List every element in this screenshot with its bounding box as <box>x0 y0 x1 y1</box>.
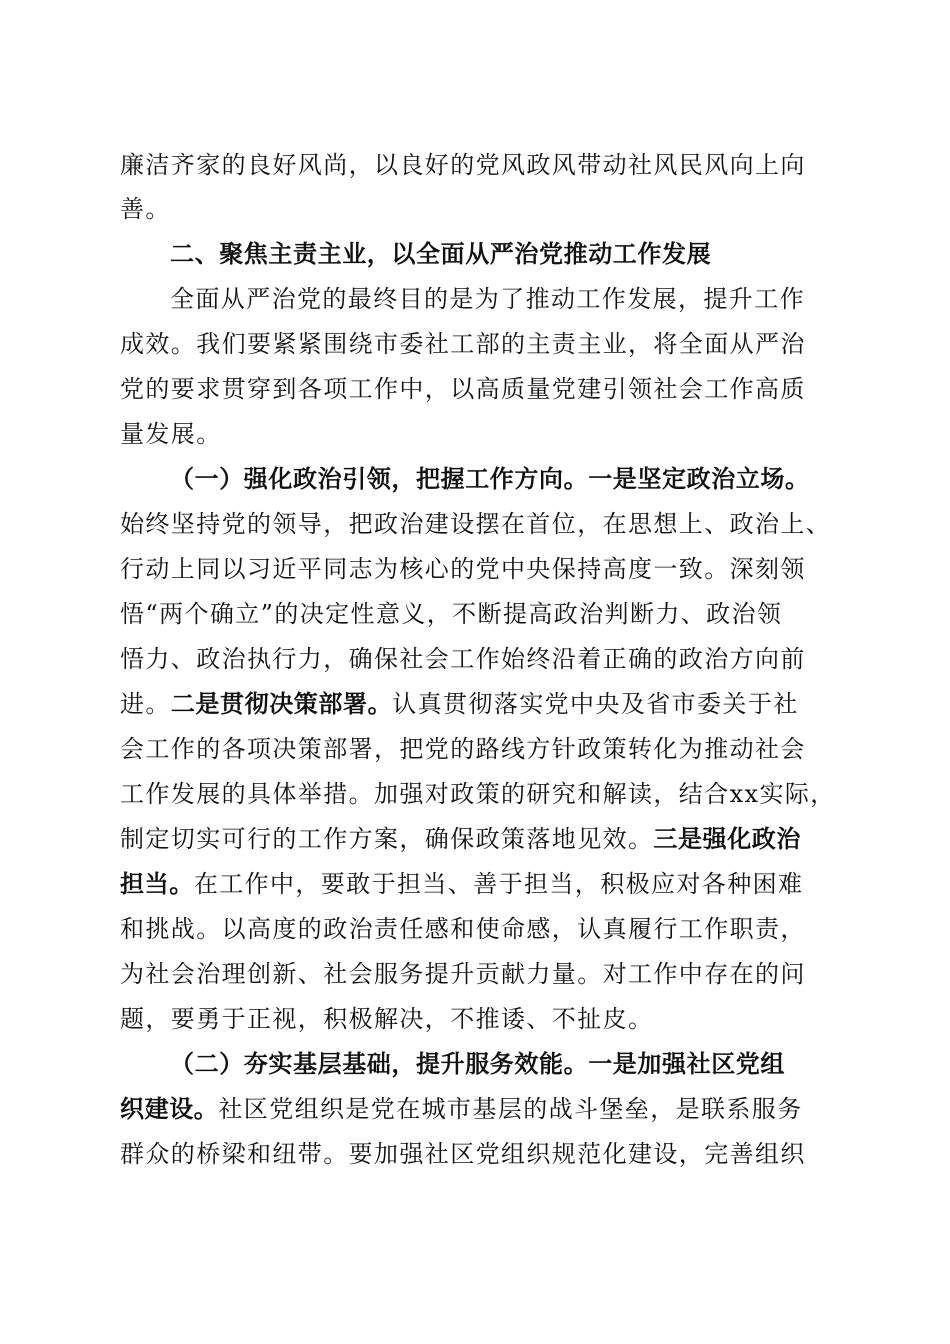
section-heading: 二、聚焦主责主业，以全面从严治党推动工作发展 <box>170 240 712 268</box>
paragraph-line: 群众的桥梁和纽带。要加强社区党组织规范化建设，完善组织 <box>120 1140 806 1168</box>
paragraph-line: 善。 <box>120 195 171 223</box>
paragraph-line <box>120 824 801 854</box>
paragraph-line: 为社会治理创新、社会服务提升贡献力量。对工作中存在的问 <box>120 960 806 988</box>
paragraph-line: 全面从严治党的最终目的是为了推动工作发展，提升工作 <box>170 285 805 313</box>
paragraph-line <box>120 689 799 719</box>
paragraph-line: 廉洁齐家的良好风尚，以良好的党风政风带动社风民风向上向 <box>120 151 806 179</box>
subsection-heading: （一）强化政治引领，把握工作方向。一是坚定政治立场。 <box>170 465 810 493</box>
bold-lead-phrase: 二是贯彻决策部署。 <box>170 690 393 718</box>
bold-lead-phrase: 担当。 <box>120 870 194 898</box>
paragraph-line: 和挑战。以高度的政治责任感和使命感，认真履行工作职责， <box>120 915 806 943</box>
paragraph-line <box>120 869 803 899</box>
paragraph-line: 悟力、政治执行力，确保社会工作始终沿着正确的政治方向前 <box>120 645 806 673</box>
paragraph-line <box>120 1094 803 1124</box>
line-text: 在工作中，要敢于担当、善于担当，积极应对各种困难 <box>193 870 804 898</box>
line-text: 认真贯彻落实党中央及省市委关于社 <box>392 690 799 718</box>
paragraph-line: 行动上同以习近平同志为核心的党中央保持高度一致。深刻领 <box>120 555 806 583</box>
paragraph-line: 工作发展的具体举措。加强对政策的研究和解读，结合xx实际， <box>120 780 836 808</box>
paragraph-line: 始终坚持党的领导，把政治建设摆在首位，在思想上、政治上、 <box>120 510 832 538</box>
subsection-heading: （二）夯实基层基础，提升服务效能。一是加强社区党组 <box>170 1050 785 1078</box>
paragraph-line: 悟“两个确立”的决定性意义，不断提高政治判断力、政治领 <box>120 600 783 628</box>
paragraph-line: 成效。我们要紧紧围绕市委社工部的主责主业，将全面从严治 <box>120 330 806 358</box>
paragraph-line: 量发展。 <box>120 420 222 448</box>
line-text: 社区党组织是党在城市基层的战斗堡垒，是联系服务 <box>218 1095 803 1123</box>
bold-lead-phrase: 织建设。 <box>120 1095 219 1123</box>
paragraph-line: 题，要勇于正视，积极解决，不推诿、不扯皮。 <box>120 1005 654 1033</box>
paragraph-line: 党的要求贯穿到各项工作中，以高质量党建引领社会工作高质 <box>120 375 806 403</box>
line-text: 制定切实可行的工作方案，确保政策落地见效。 <box>120 825 654 853</box>
paragraph-line: 会工作的各项决策部署，把党的路线方针政策转化为推动社会 <box>120 735 806 763</box>
bold-lead-phrase: 三是强化政治 <box>653 825 802 853</box>
line-text: 进。 <box>120 690 171 718</box>
